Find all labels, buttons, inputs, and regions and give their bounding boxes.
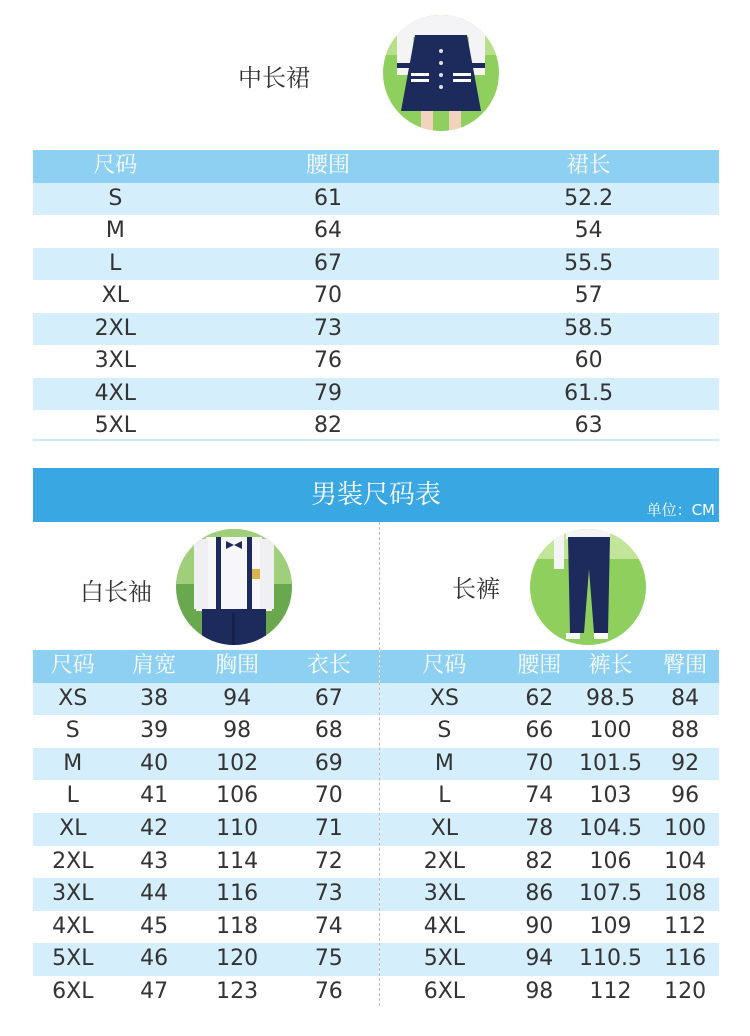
table-row [33, 280, 719, 313]
table-row [33, 345, 719, 378]
table-cell: 74 [314, 913, 343, 939]
skirt-size-table [33, 150, 719, 443]
table-cell: 92 [651, 748, 719, 781]
table-cell: 5XL [380, 943, 509, 976]
table-cell: 74 [525, 783, 554, 809]
table-cell: 61.5 [458, 378, 719, 411]
table-cell: 96 [671, 783, 700, 809]
men-size-title: 男装尺码表 [310, 480, 441, 510]
table-row [33, 878, 379, 911]
table-cell: 67 [279, 683, 379, 716]
table-row [33, 715, 379, 748]
table-row [33, 780, 379, 813]
table-cell: S [33, 183, 198, 216]
table-row [33, 248, 719, 281]
table-cell: 5XL [94, 413, 136, 438]
table-header-cell: 裙长 [458, 150, 719, 183]
table-cell: 42 [113, 813, 196, 846]
table-cell: 123 [216, 978, 259, 1004]
table-cell: 68 [314, 718, 343, 744]
table-row [33, 410, 719, 443]
pants-size-table [380, 650, 719, 1009]
table-cell: 106 [589, 848, 632, 874]
table-cell: 39 [140, 718, 169, 744]
table-cell: 98.5 [570, 683, 651, 716]
table-cell: 45 [140, 913, 169, 939]
table-cell: 6XL [423, 978, 466, 1004]
table-cell: 112 [664, 913, 707, 939]
table-cell: 52.2 [458, 183, 719, 216]
pants-title: 长裤 [452, 575, 500, 603]
table-row [380, 976, 719, 1009]
table-cell: 67 [198, 248, 459, 281]
table-header-cell: 衣长 [279, 650, 379, 683]
table-header-cell: 胸围 [196, 650, 279, 683]
table-cell: 90 [525, 913, 554, 939]
skirt-photo-icon [383, 15, 499, 131]
table-cell: 86 [509, 878, 570, 911]
table-row [380, 911, 719, 944]
table-cell: 71 [279, 813, 379, 846]
table-cell: 2XL [33, 313, 198, 346]
table-cell: 88 [671, 718, 700, 744]
table-cell: 110 [196, 813, 279, 846]
table-cell: 54 [574, 218, 603, 243]
table-row [33, 976, 379, 1009]
table-cell: M [33, 748, 113, 781]
table-cell: XS [33, 683, 113, 716]
table-cell: 120 [664, 978, 707, 1004]
table-cell: 62 [509, 683, 570, 716]
table-cell: S [65, 718, 80, 744]
table-cell: 100 [589, 718, 632, 744]
table-cell: 73 [279, 878, 379, 911]
table-cell: 60 [574, 348, 603, 373]
table-cell: 73 [198, 313, 459, 346]
table-cell: 55.5 [458, 248, 719, 281]
table-cell: 5XL [33, 943, 113, 976]
table-header-cell: 肩宽 [113, 650, 196, 683]
table-cell: 70 [313, 283, 342, 308]
table-row [380, 943, 719, 976]
table-cell: XS [380, 683, 509, 716]
table-header-cell: 裤长 [570, 650, 651, 683]
table-cell: 101.5 [570, 748, 651, 781]
table-cell: 43 [140, 848, 169, 874]
table-row [33, 183, 719, 216]
table-cell: 40 [113, 748, 196, 781]
table-header-cell: 尺码 [380, 650, 509, 683]
table-cell: 64 [313, 218, 342, 243]
table-cell: 70 [314, 783, 343, 809]
table-cell: 69 [279, 748, 379, 781]
table-cell: 76 [314, 978, 343, 1004]
table-cell: 75 [279, 943, 379, 976]
shirt-size-table [33, 650, 379, 1009]
table-cell: 4XL [423, 913, 466, 939]
table-cell: L [438, 783, 451, 809]
table-cell: 3XL [380, 878, 509, 911]
table-header-cell: 尺码 [33, 150, 198, 183]
table-cell: 94 [509, 943, 570, 976]
table-cell: 98 [525, 978, 554, 1004]
table-cell: 58.5 [458, 313, 719, 346]
table-cell: XL [101, 283, 129, 308]
table-row [380, 878, 719, 911]
table-row [380, 683, 719, 716]
table-header-cell: 臀围 [651, 650, 719, 683]
table-cell: 72 [314, 848, 343, 874]
table-cell: 66 [525, 718, 554, 744]
table-header-cell: 尺码 [33, 650, 113, 683]
table-cell: 106 [216, 783, 259, 809]
table-cell: 2XL [52, 848, 94, 874]
table-header-row [380, 650, 719, 683]
table-header-cell: 腰围 [198, 150, 459, 183]
skirt-title: 中长裙 [238, 64, 310, 92]
table-row [380, 715, 719, 748]
table-cell: 112 [589, 978, 632, 1004]
table-cell: 57 [574, 283, 603, 308]
table-cell: 3XL [33, 878, 113, 911]
table-cell: 116 [651, 943, 719, 976]
table-cell: 46 [113, 943, 196, 976]
table-cell: S [437, 718, 452, 744]
table-cell: 4XL [52, 913, 94, 939]
table-cell: M [105, 218, 125, 243]
table-cell: 41 [140, 783, 169, 809]
table-cell: 116 [196, 878, 279, 911]
table-row [380, 813, 719, 846]
table-cell: 44 [113, 878, 196, 911]
table-row [380, 846, 719, 879]
table-row [33, 911, 379, 944]
table-cell: 82 [525, 848, 554, 874]
table-row [33, 378, 719, 411]
table-cell: L [33, 248, 198, 281]
table-cell: 38 [113, 683, 196, 716]
table-cell: 2XL [423, 848, 466, 874]
table-cell: 70 [509, 748, 570, 781]
shirt-photo-icon [176, 529, 292, 645]
table-cell: 109 [589, 913, 632, 939]
table-cell: 4XL [33, 378, 198, 411]
table-cell: 114 [216, 848, 259, 874]
table-cell: 3XL [94, 348, 136, 373]
shirt-title: 白长袖 [80, 578, 152, 606]
table-cell: 98 [223, 718, 252, 744]
pants-photo-icon [530, 529, 646, 645]
table-cell: 82 [313, 413, 342, 438]
table-row [33, 846, 379, 879]
table-row [33, 313, 719, 346]
table-cell: 61 [198, 183, 459, 216]
table-cell: 79 [198, 378, 459, 411]
table-cell: 107.5 [570, 878, 651, 911]
table-cell: 78 [509, 813, 570, 846]
table-cell: XL [33, 813, 113, 846]
table-row [33, 813, 379, 846]
table-row [33, 215, 719, 248]
table-cell: XL [380, 813, 509, 846]
unit-label: 单位：CM [646, 501, 715, 519]
table-cell: 103 [589, 783, 632, 809]
table-cell: 108 [651, 878, 719, 911]
table-header-cell: 腰围 [509, 650, 570, 683]
table-cell: 94 [196, 683, 279, 716]
table-cell: 120 [196, 943, 279, 976]
table-cell: 84 [651, 683, 719, 716]
table-cell: 63 [574, 413, 603, 438]
table-cell: 47 [140, 978, 169, 1004]
table-cell: L [66, 783, 79, 809]
table-row [33, 683, 379, 716]
table-cell: 76 [313, 348, 342, 373]
table-row [33, 943, 379, 976]
table-row [380, 780, 719, 813]
table-cell: 104.5 [570, 813, 651, 846]
table-cell: 6XL [52, 978, 94, 1004]
table-cell: 110.5 [570, 943, 651, 976]
table-cell: M [380, 748, 509, 781]
table-row [380, 748, 719, 781]
men-size-banner [33, 468, 719, 522]
table-header-row [33, 150, 719, 183]
table-divider [33, 439, 719, 441]
table-cell: 118 [216, 913, 259, 939]
table-header-row [33, 650, 379, 683]
table-cell: 102 [196, 748, 279, 781]
table-row [33, 748, 379, 781]
table-cell: 100 [651, 813, 719, 846]
table-cell: 104 [664, 848, 707, 874]
